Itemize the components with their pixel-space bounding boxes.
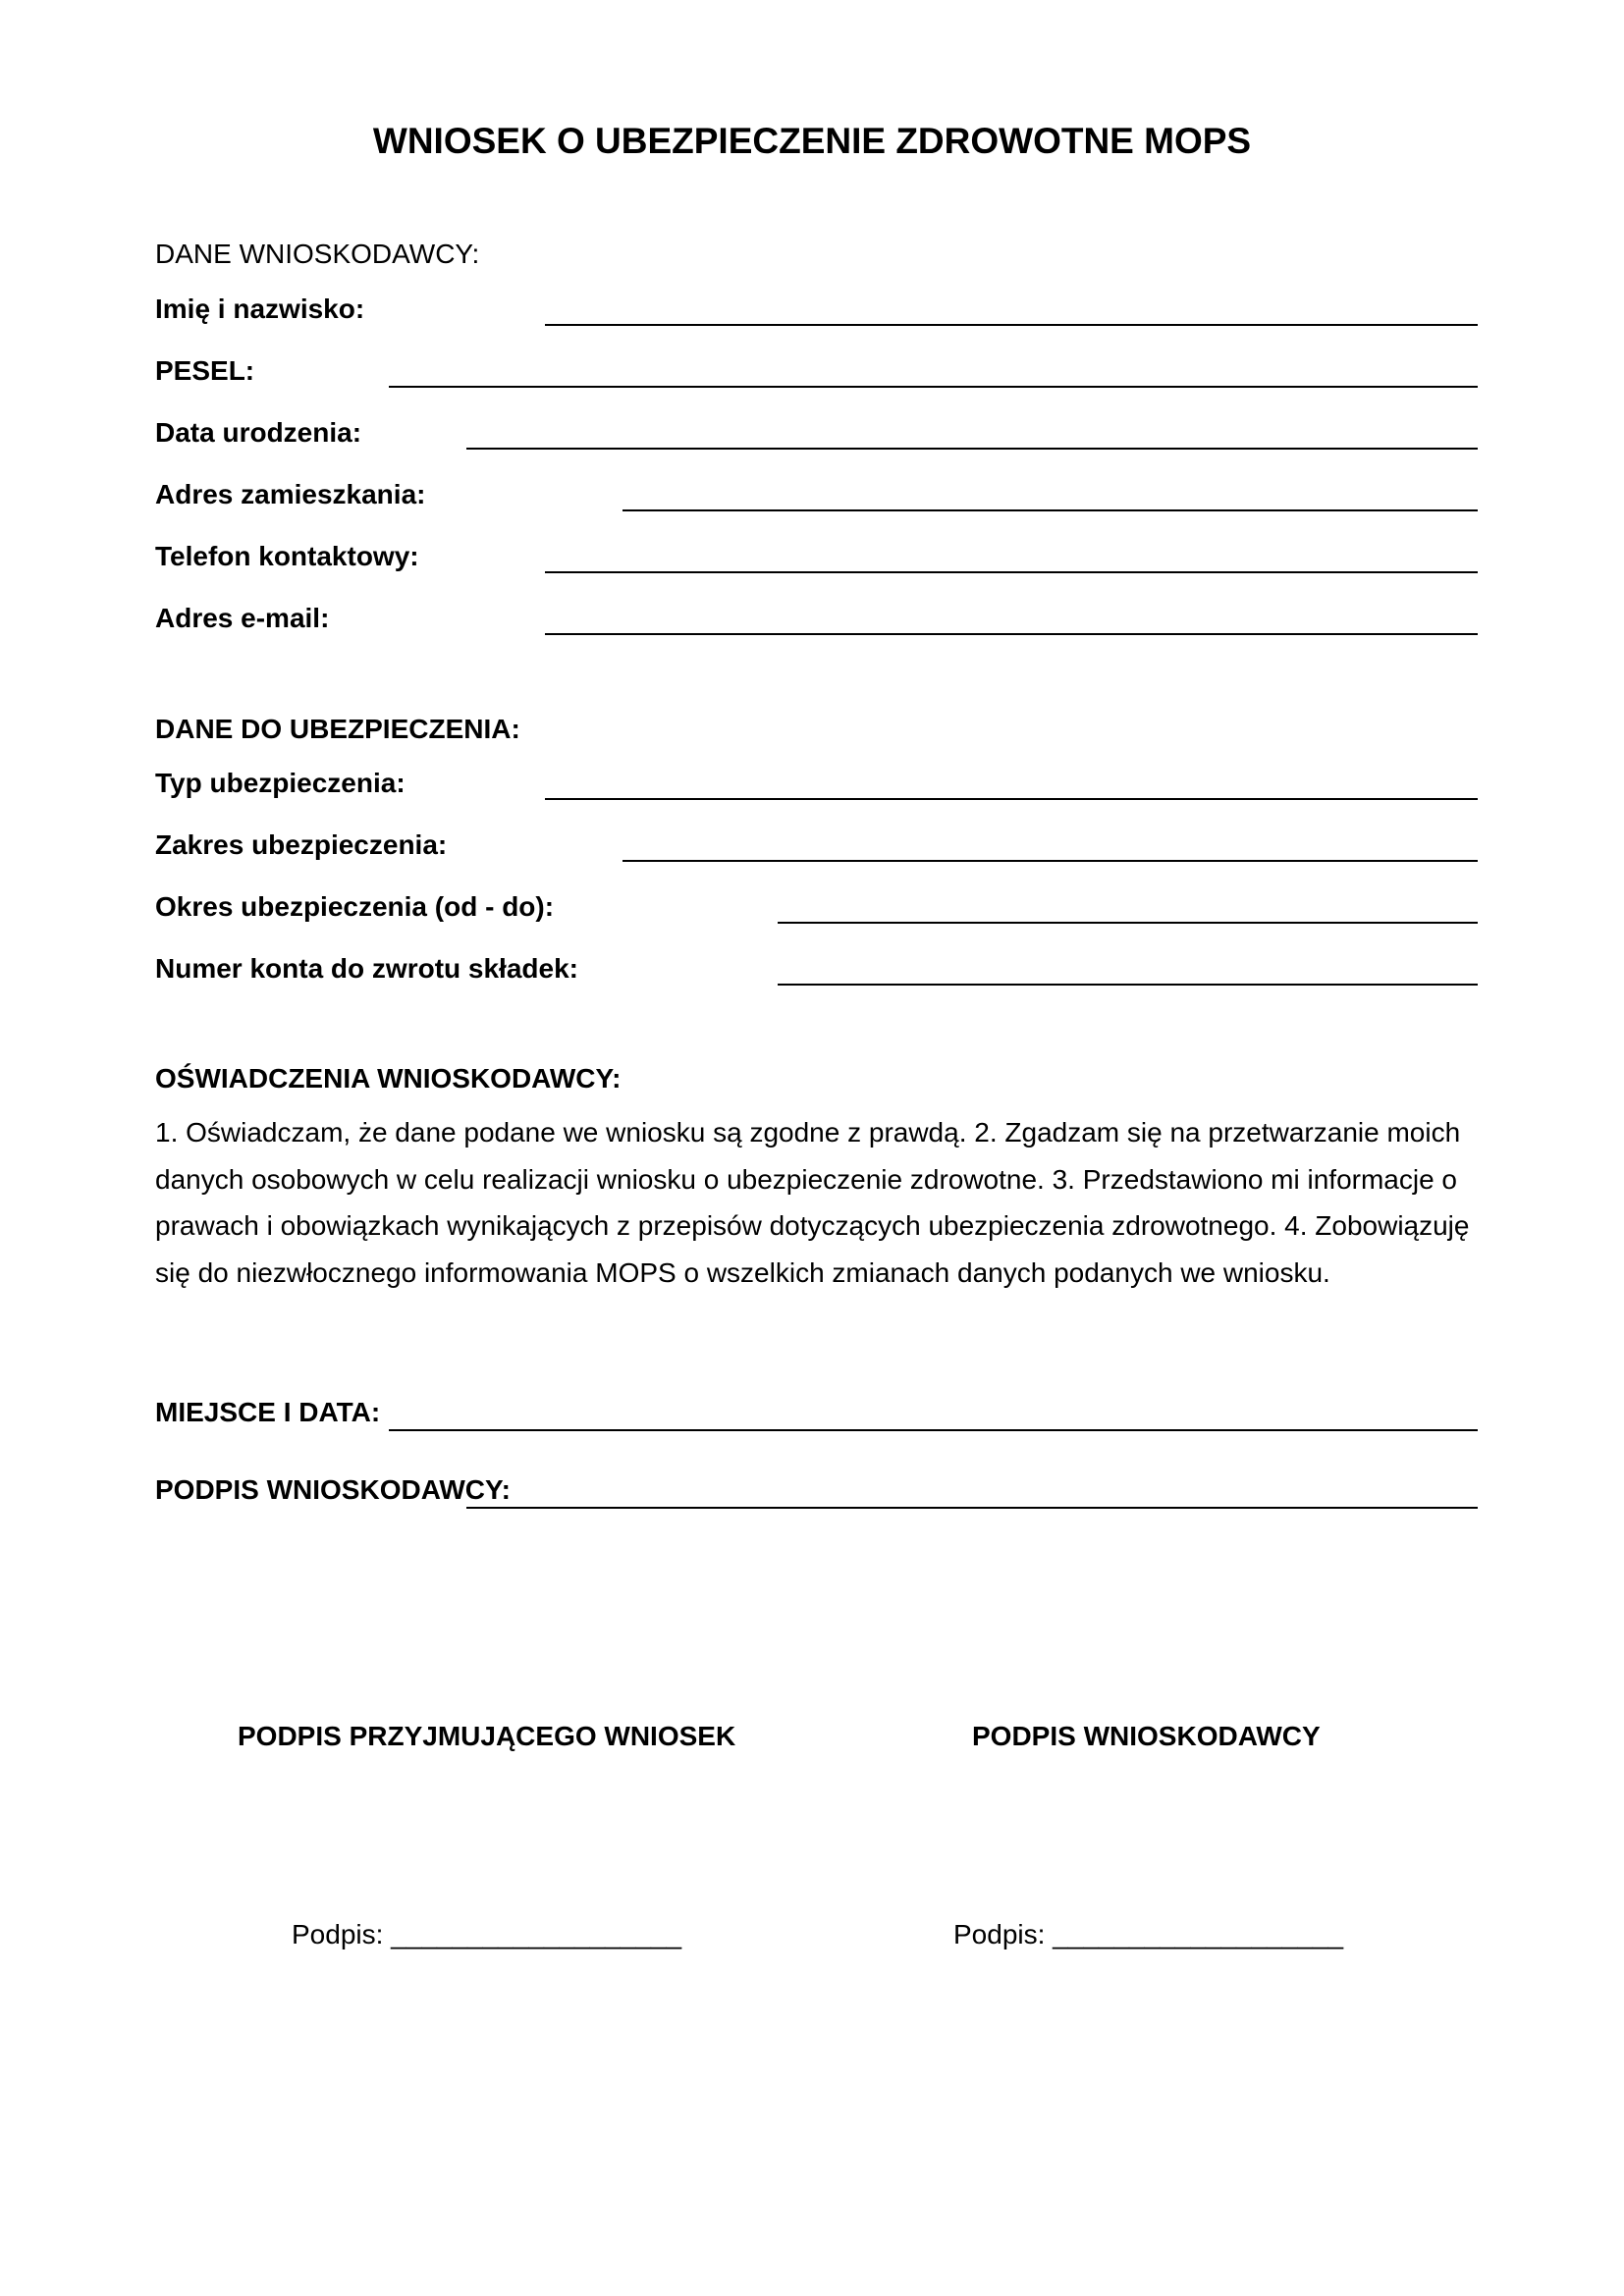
insurance-period-label: Okres ubezpieczenia (od - do): (155, 891, 555, 922)
applicant-section-heading: DANE WNIOSKODAWCY: (155, 239, 480, 269)
applicant-signature-line[interactable]: Podpis: ___________________ (953, 1919, 1344, 1949)
insurance-type-label: Typ ubezpieczenia: (155, 768, 406, 798)
place-date-field[interactable] (389, 1429, 1478, 1431)
birth-date-field[interactable] (466, 448, 1478, 450)
phone-field[interactable] (545, 571, 1478, 573)
insurance-section-heading: DANE DO UBEZPIECZENIA: (155, 714, 520, 744)
phone-label: Telefon kontaktowy: (155, 541, 419, 571)
insurance-scope-label: Zakres ubezpieczenia: (155, 829, 448, 860)
insurance-type-field[interactable] (545, 798, 1478, 800)
pesel-field[interactable] (389, 386, 1478, 388)
declarations-text: 1. Oświadczam, że dane podane we wniosku są zgodne z prawdą. 2. Zgadzam się na przetwarzanie moich danych osobowych w celu realizacji wniosku o ubezpieczenie zdrowotne. 3. Przedstawiono mi informacje o prawach i obowiązkach wynikających z przepisów dotyczących ubezpieczenia zdrowotnego. 4. Zobowiązuję się do niezwłocznego informowania MOPS o wszelkich zmianach danych podanych we wniosku. (155, 1117, 1470, 1288)
page-title: WNIOSEK O UBEZPIECZENIE ZDROWOTNE MOPS (372, 121, 1252, 161)
insurance-scope-field[interactable] (623, 860, 1478, 862)
account-number-label: Numer konta do zwrotu składek: (155, 953, 578, 984)
address-label: Adres zamieszkania: (155, 479, 426, 509)
place-date-label: MIEJSCE I DATA: (155, 1397, 381, 1427)
full-name-field[interactable] (545, 324, 1478, 326)
declarations-section-heading: OŚWIADCZENIA WNIOSKODAWCY: (155, 1063, 622, 1094)
insurance-period-field[interactable] (778, 922, 1478, 924)
applicant-signature-heading: PODPIS WNIOSKODAWCY (972, 1721, 1321, 1751)
account-number-field[interactable] (778, 984, 1478, 986)
address-field[interactable] (623, 509, 1478, 511)
applicant-signature-field[interactable] (466, 1507, 1478, 1509)
email-field[interactable] (545, 633, 1478, 635)
applicant-signature-label: PODPIS WNIOSKODAWCY: (155, 1474, 511, 1505)
receiver-signature-heading: PODPIS PRZYJMUJĄCEGO WNIOSEK (238, 1721, 736, 1751)
birth-date-label: Data urodzenia: (155, 417, 362, 448)
email-label: Adres e-mail: (155, 603, 330, 633)
receiver-signature-line[interactable]: Podpis: ___________________ (292, 1919, 682, 1949)
full-name-label: Imię i nazwisko: (155, 294, 365, 324)
pesel-label: PESEL: (155, 355, 255, 386)
